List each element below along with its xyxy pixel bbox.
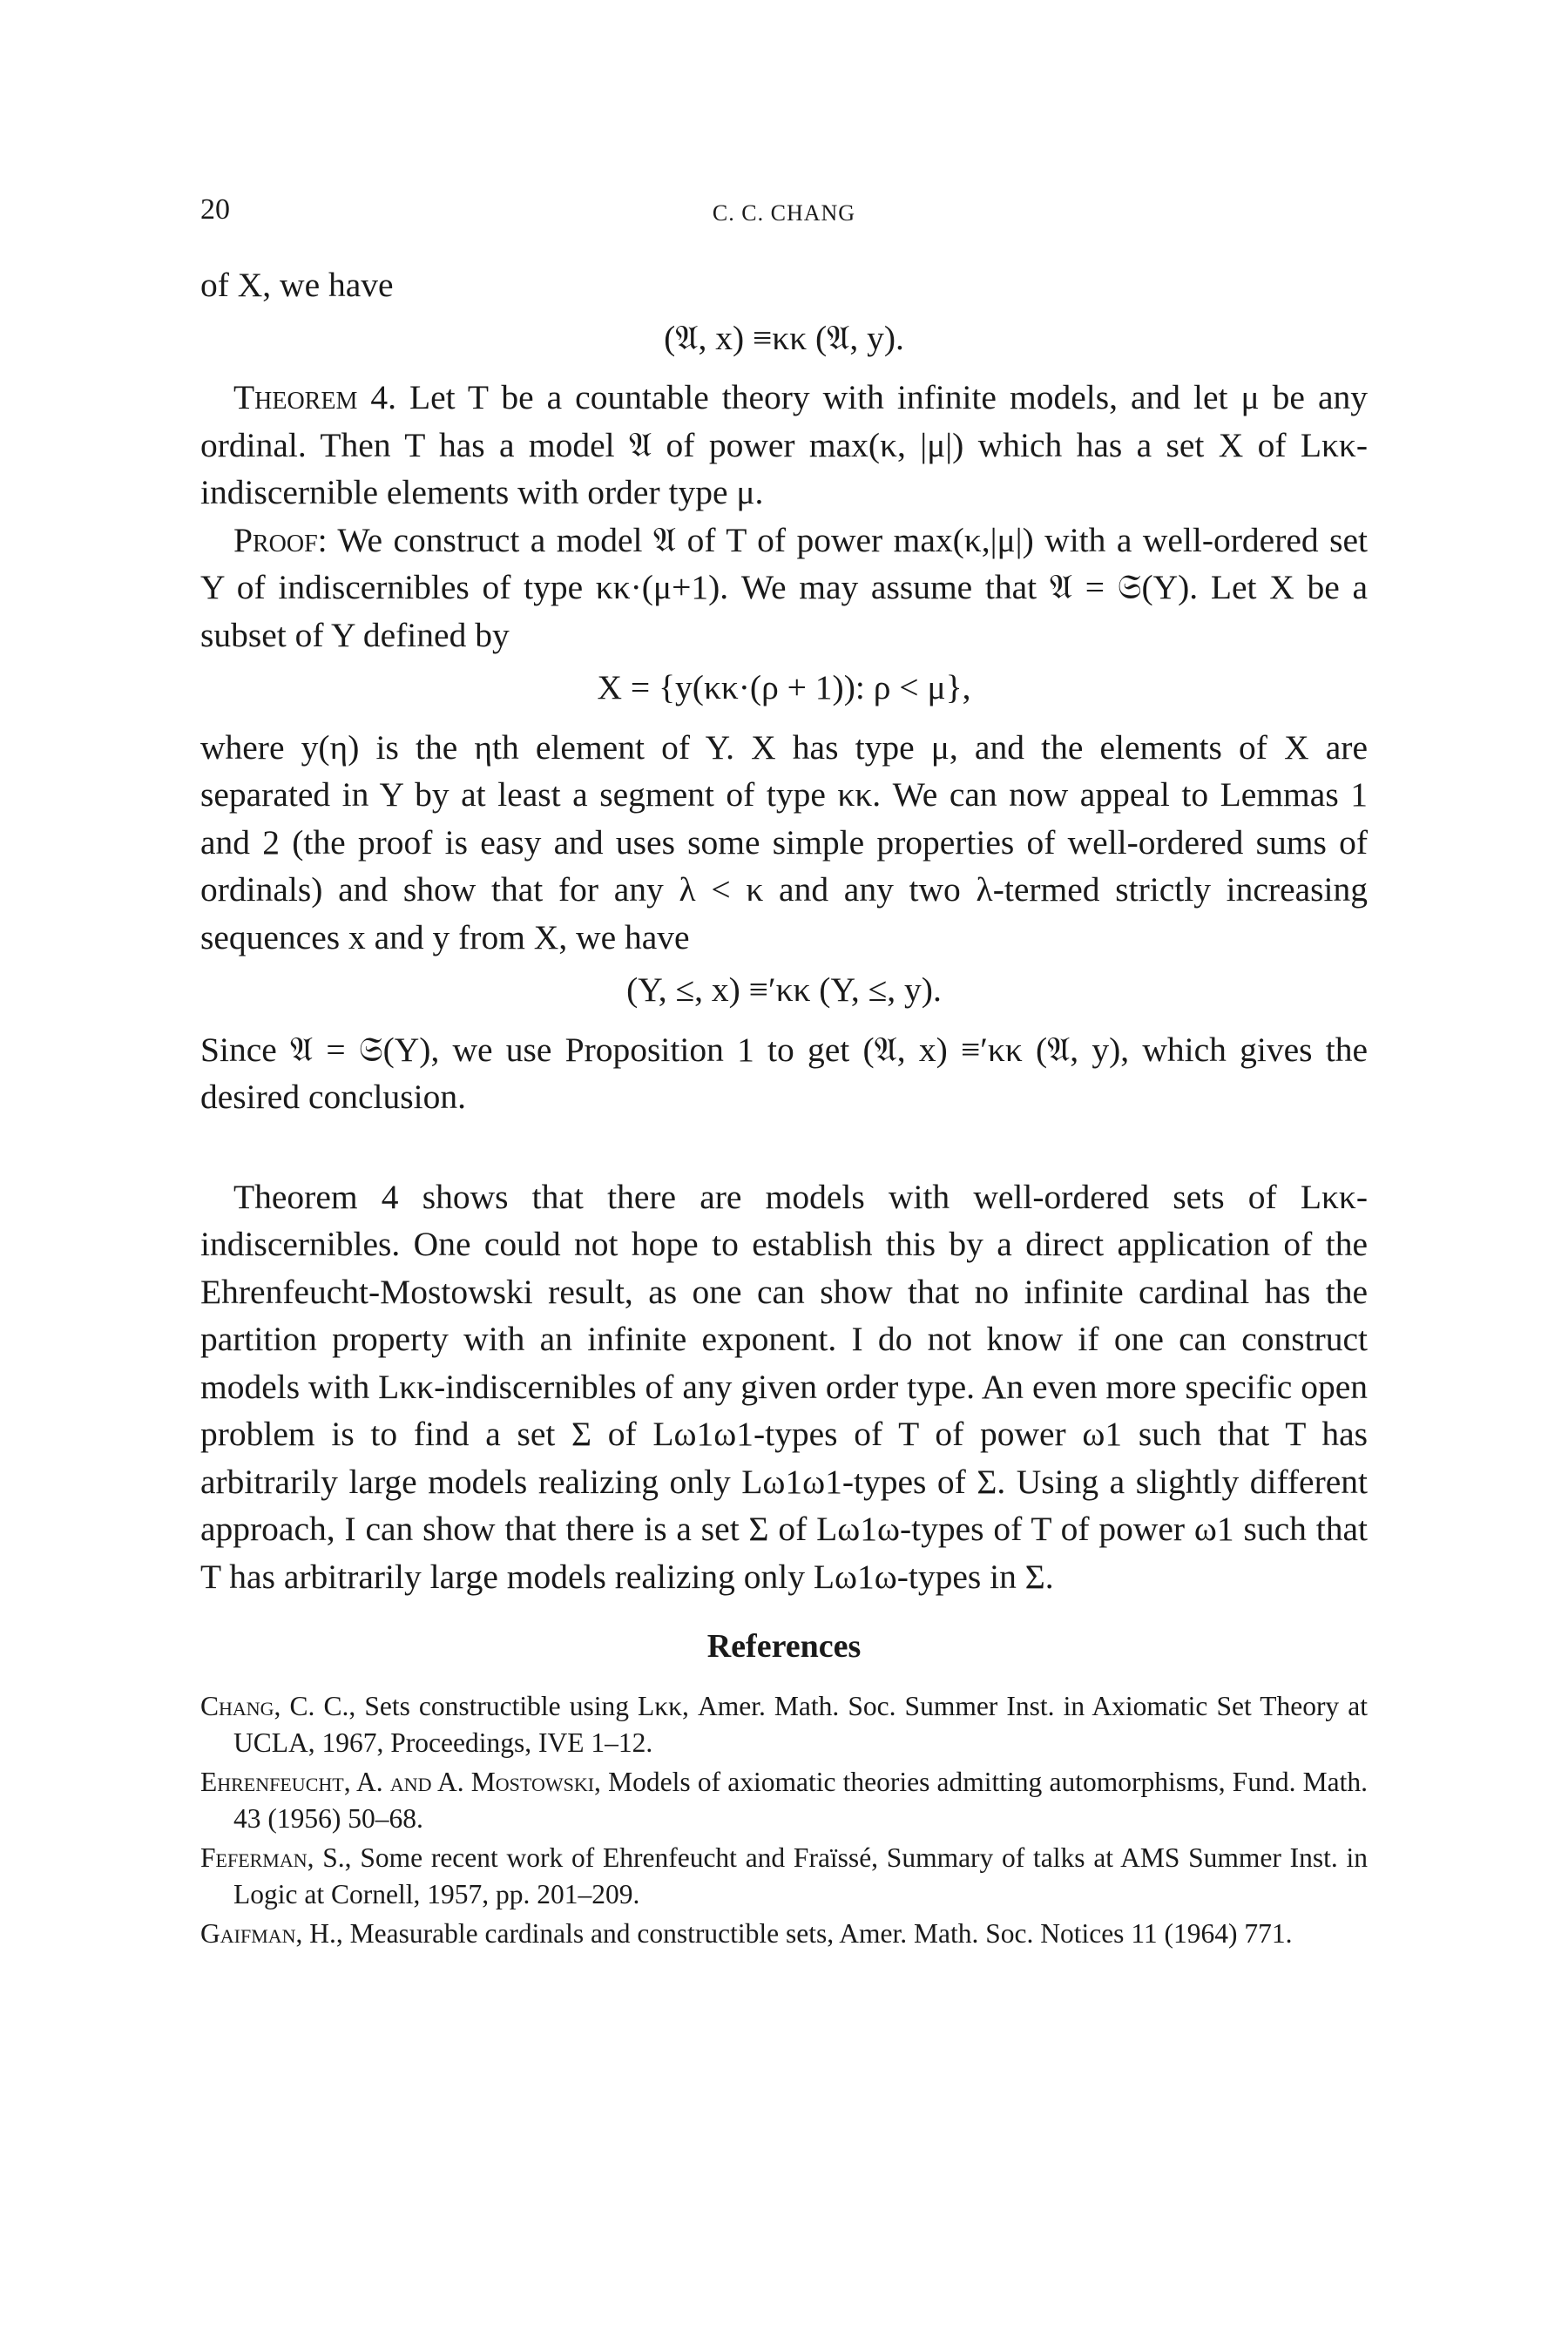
- theorem-label: Theorem 4.: [233, 378, 396, 416]
- reference-item: [200, 1688, 1368, 1761]
- proof-text: We construct a model 𝔄 of T of power max(κ,|μ|) with a well-ordered set Y of indiscernibles of type κκ·(μ+1). We may assume that 𝔄 = 𝔖(Y). Let X be a subset of Y defined by: [200, 520, 1368, 654]
- page-body: [200, 261, 1368, 1955]
- equation-3: (Y, ≤, x) ≡′κκ (Y, ≤, y).: [626, 970, 942, 1009]
- proof-conclusion: Since 𝔄 = 𝔖(Y), we use Proposition 1 to get (𝔄, x) ≡′κκ (𝔄, y), which gives the desired conclusion.: [200, 1030, 1368, 1116]
- reference-author: Feferman, S.,: [200, 1842, 352, 1873]
- page-number: 20: [200, 193, 230, 226]
- section-gap: [200, 1121, 1368, 1173]
- reference-list: [200, 1688, 1368, 1952]
- equation-2: X = {y(κκ·(ρ + 1)): ρ < μ},: [597, 668, 971, 706]
- theorem-4: [200, 374, 1368, 517]
- proof-continued: where y(η) is the ηth element of Y. X has type μ, and the elements of X are separated in Y by at least a segment of type κκ. We can now appeal to Lemmas 1 and 2 (the proof is easy and uses some simple properties of well-ordered sums of ordinals) and show that for any λ < κ and any two λ-termed strictly increasing sequences x and y from X, we have: [200, 727, 1368, 956]
- page-header: [200, 193, 1368, 237]
- proof: [200, 517, 1368, 659]
- lead-text: of X, we have: [200, 266, 394, 304]
- theorem-text: Let T be a countable theory with infinite models, and let μ be any ordinal. Then T has a model 𝔄 of power max(κ, |μ|) which has a set X of Lκκ-indiscernible elements with order type μ.: [200, 378, 1368, 511]
- reference-item: [200, 1916, 1368, 1952]
- reference-author: Chang, C. C.,: [200, 1690, 356, 1721]
- references-heading: References: [706, 1628, 862, 1665]
- running-head: C. C. CHANG: [712, 200, 856, 226]
- reference-text: Measurable cardinals and constructible sets, Amer. Math. Soc. Notices 11 (1964) 771.: [349, 1917, 1293, 1949]
- reference-item: [200, 1764, 1368, 1837]
- reference-item: [200, 1840, 1368, 1913]
- reference-text: Some recent work of Ehrenfeucht and Fraïssé, Summary of talks at AMS Summer Inst. in Logic at Cornell, 1957, pp. 201–209.: [233, 1842, 1368, 1909]
- discussion-paragraph: Theorem 4 shows that there are models with well-ordered sets of Lκκ-indiscernibles. One could not hope to establish this by a direct application of the Ehrenfeucht-Mostowski result, as one can show that no infinite cardinal has the partition property with an infinite exponent. I do not know if one can construct models with Lκκ-indiscernibles of any given order type. An even more specific open problem is to find a set Σ of Lω1ω1-types of T of power ω1 such that T has arbitrarily large models realizing only Lω1ω1-types of Σ. Using a slightly different approach, I can show that there is a set Σ of Lω1ω-types of T of power ω1 such that T has arbitrarily large models realizing only Lω1ω-types in Σ.: [200, 1177, 1368, 1596]
- reference-author: Ehrenfeucht, A. and A. Mostowski,: [200, 1766, 601, 1797]
- reference-text: Sets constructible using Lκκ, Amer. Math. Soc. Summer Inst. in Axiomatic Set Theory at UCLA, 1967, Proceedings, IVE 1–12.: [233, 1690, 1368, 1758]
- reference-text: Models of axiomatic theories admitting automorphisms, Fund. Math. 43 (1956) 50–68.: [233, 1766, 1368, 1834]
- equation-1: (𝔄, x) ≡κκ (𝔄, y).: [664, 318, 904, 357]
- proof-label: Proof:: [233, 520, 328, 559]
- reference-author: Gaifman, H.,: [200, 1917, 343, 1949]
